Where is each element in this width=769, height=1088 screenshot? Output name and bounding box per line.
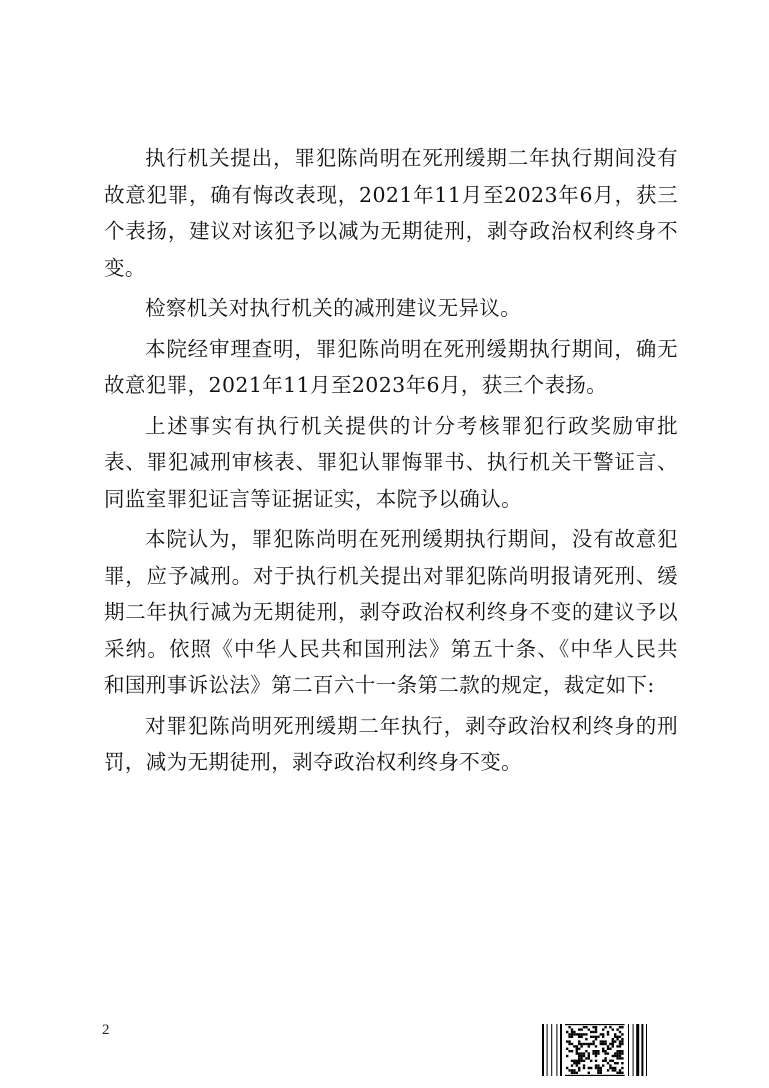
paragraph-procuratorate-opinion: 检察机关对执行机关的减刑建议无异议。 — [145, 296, 522, 320]
page-number: 2 — [102, 1022, 110, 1038]
paragraph-ruling: 对罪犯陈尚明死刑缓期二年执行，剥夺政治权利终身的刑罚，减为无期徒刑，剥夺政治权利终身不变。 — [104, 713, 678, 774]
paragraph-court-findings: 本院经审理查明，罪犯陈尚明在死刑缓期执行期间，确无故意犯罪，2021年11月至2023年6月，获三个表扬。 — [104, 336, 678, 397]
paragraph-evidence: 上述事实有执行机关提供的计分考核罪犯行政奖励审批表、罪犯减刑审核表、罪犯认罪悔罪书、执行机关干警证言、同监室罪犯证言等证据证实，本院予以确认。 — [104, 413, 678, 511]
paragraph-executive-proposal: 执行机关提出，罪犯陈尚明在死刑缓期二年执行期间没有故意犯罪，确有悔改表现，2021年11月至2023年6月，获三个表扬，建议对该犯予以减为无期徒刑，剥夺政治权利终身不变。 — [104, 146, 678, 280]
barcode-qr-icon — [542, 1024, 650, 1076]
paragraph-court-opinion: 本院认为，罪犯陈尚明在死刑缓期执行期间，没有故意犯罪，应予减刑。对于执行机关提出对罪犯陈尚明报请死刑、缓期二年执行减为无期徒刑，剥夺政治权利终身不变的建议予以采纳。依照《中华人民共和国刑法》第五十条、《中华人民共和国刑事诉讼法》第二百六十一条第二款的规定，裁定如下: — [104, 527, 678, 697]
document-body — [104, 140, 678, 785]
